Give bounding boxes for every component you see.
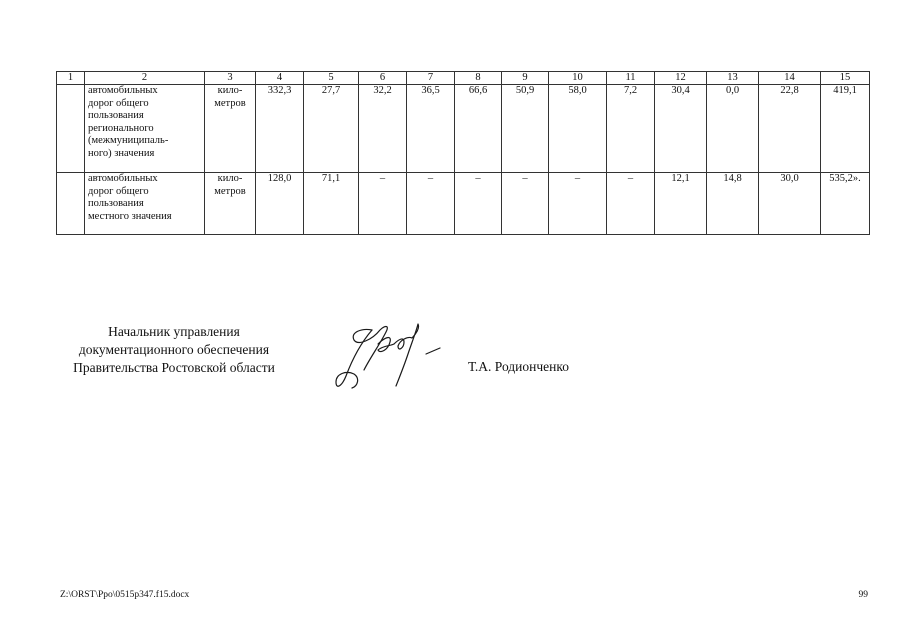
value-cell: – <box>607 173 655 235</box>
value-cell: 30,4 <box>655 85 707 173</box>
value-cell: – <box>455 173 502 235</box>
table-row <box>57 85 870 173</box>
value-cell: – <box>502 173 549 235</box>
column-number-cell: 7 <box>407 72 455 85</box>
column-number-cell: 4 <box>256 72 304 85</box>
value-cell: 32,2 <box>359 85 407 173</box>
value-cell: 22,8 <box>759 85 821 173</box>
value-cell: – <box>549 173 607 235</box>
position-line: Начальник управления <box>108 324 240 339</box>
column-number-cell: 9 <box>502 72 549 85</box>
column-number-cell: 10 <box>549 72 607 85</box>
column-number-cell: 1 <box>57 72 85 85</box>
column-number-cell: 14 <box>759 72 821 85</box>
column-number-cell: 3 <box>205 72 256 85</box>
position-line: Правительства Ростовской области <box>73 360 275 375</box>
column-number-cell: 15 <box>821 72 870 85</box>
road-type-line: автомобильных <box>88 85 158 96</box>
unit-cell <box>205 173 256 235</box>
road-type-line: (межмуниципаль- <box>88 135 169 146</box>
unit-cell <box>205 85 256 173</box>
road-type-line: дорог общего <box>88 97 149 109</box>
value-cell: 71,1 <box>304 173 359 235</box>
road-type-line: пользования <box>88 110 144 121</box>
page-number: 99 <box>858 590 868 600</box>
column-number-cell: 2 <box>85 72 205 85</box>
column-number-cell: 5 <box>304 72 359 85</box>
row-index-cell <box>57 173 85 235</box>
road-type-line: местного значения <box>88 210 172 222</box>
unit-line: метров <box>214 97 246 109</box>
value-cell: 36,5 <box>407 85 455 173</box>
value-cell: 419,1 <box>821 85 870 173</box>
value-cell: 332,3 <box>256 85 304 173</box>
value-cell: 50,9 <box>502 85 549 173</box>
table-header-row <box>57 72 870 85</box>
value-cell: 58,0 <box>549 85 607 173</box>
road-type-line: регионального <box>88 122 154 134</box>
value-cell: 27,7 <box>304 85 359 173</box>
value-cell: – <box>407 173 455 235</box>
value-cell: – <box>359 173 407 235</box>
signatory-name: Т.А. Родионченко <box>468 359 569 374</box>
column-number-cell: 12 <box>655 72 707 85</box>
column-number-cell: 11 <box>607 72 655 85</box>
value-cell: 12,1 <box>655 173 707 235</box>
value-cell: 128,0 <box>256 173 304 235</box>
road-type-line: автомобильных <box>88 173 158 184</box>
value-cell: 66,6 <box>455 85 502 173</box>
column-number-cell: 8 <box>455 72 502 85</box>
unit-line: кило- <box>217 85 243 96</box>
signatory-position <box>60 323 288 377</box>
handwritten-signature <box>332 318 447 396</box>
road-type-line: дорог общего <box>88 185 149 197</box>
column-number-cell: 13 <box>707 72 759 85</box>
road-type-cell <box>85 173 205 235</box>
footer-file-path: Z:\ORST\Ppo\0515p347.f15.docx <box>60 590 190 600</box>
road-type-cell <box>85 85 205 173</box>
road-length-table <box>56 71 870 235</box>
column-number-cell: 6 <box>359 72 407 85</box>
value-cell: 7,2 <box>607 85 655 173</box>
road-type-line: пользования <box>88 198 144 209</box>
value-cell: 535,2». <box>821 173 870 235</box>
road-type-line: ного) значения <box>88 147 155 159</box>
table-row <box>57 173 870 235</box>
position-line: документационного обеспечения <box>78 342 270 357</box>
unit-line: кило- <box>217 173 243 184</box>
row-index-cell <box>57 85 85 173</box>
unit-line: метров <box>214 185 246 197</box>
value-cell: 0,0 <box>707 85 759 173</box>
value-cell: 30,0 <box>759 173 821 235</box>
value-cell: 14,8 <box>707 173 759 235</box>
